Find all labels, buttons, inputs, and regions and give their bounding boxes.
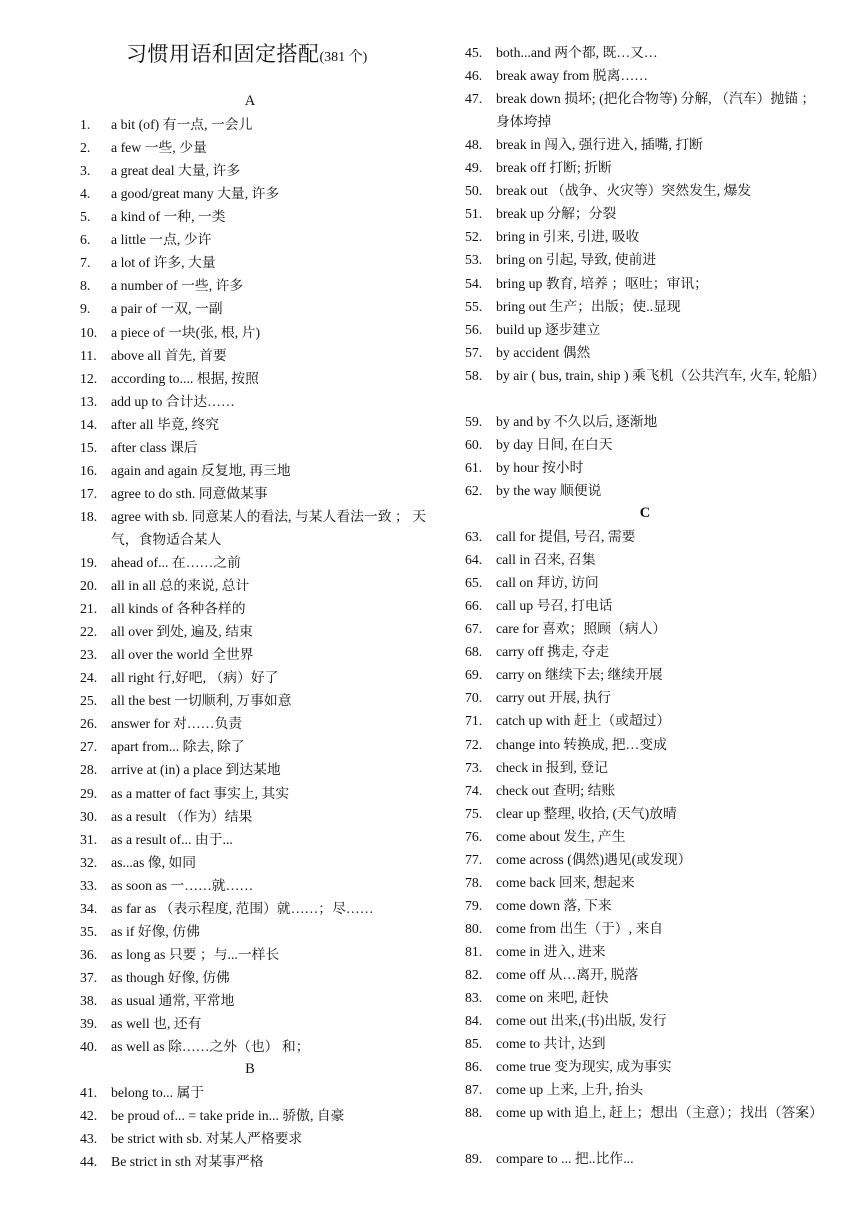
item-number: 29. bbox=[80, 785, 98, 801]
item-text: arrive at (in) a place 到达某地 bbox=[111, 762, 281, 778]
item-text: a lot of 许多, 大量 bbox=[111, 255, 216, 271]
section-letter: B bbox=[245, 1061, 255, 1078]
item-text: as a result of... 由于... bbox=[111, 831, 233, 847]
item-number: 9. bbox=[80, 301, 91, 317]
item-text: after class 课后 bbox=[111, 439, 198, 455]
item-text: according to.... 根据, 按照 bbox=[111, 370, 259, 386]
item-text: by the way 顺便说 bbox=[496, 482, 602, 498]
item-text: be proud of... = take pride in... 骄傲, 自豪 bbox=[111, 1108, 345, 1124]
item-number: 40. bbox=[80, 1039, 98, 1055]
item-number: 22. bbox=[80, 624, 98, 640]
item-text: come to 共计, 达到 bbox=[496, 1036, 606, 1052]
item-number: 12. bbox=[80, 370, 98, 386]
item-number: 63. bbox=[465, 529, 483, 545]
item-text: agree to do sth. 同意做某事 bbox=[111, 485, 268, 501]
item-text: agree with sb. 同意某人的看法, 与某人看法一致 ； 天气，食物适合某人 bbox=[111, 508, 427, 547]
item-text: all over 到处, 遍及, 结束 bbox=[111, 624, 253, 640]
item-number: 4. bbox=[80, 186, 91, 202]
item-number: 87. bbox=[465, 1082, 483, 1098]
item-text: all in all 总的来说, 总计 bbox=[111, 578, 250, 594]
item-number: 18. bbox=[80, 508, 98, 524]
item-text: both...and 两个都, 既…又… bbox=[496, 45, 658, 60]
title-main: 习惯用语和固定搭配 bbox=[126, 42, 320, 66]
item-text: a piece of 一块(张, 根, 片) bbox=[111, 324, 261, 340]
item-text: call for 提倡, 号召, 需要 bbox=[496, 529, 636, 545]
item-number: 73. bbox=[465, 759, 483, 775]
item-text: carry out 开展, 执行 bbox=[496, 690, 611, 706]
item-number: 20. bbox=[80, 578, 98, 594]
item-number: 52. bbox=[465, 229, 483, 245]
item-number: 51. bbox=[465, 206, 483, 222]
item-text: by accident 偶然 bbox=[496, 344, 591, 360]
item-text: as a result （作为）结果 bbox=[111, 808, 253, 824]
item-number: 57. bbox=[465, 344, 483, 360]
item-number: 6. bbox=[80, 232, 91, 248]
item-text: add up to 合计达…… bbox=[111, 393, 235, 409]
item-number: 53. bbox=[465, 252, 483, 268]
item-text: answer for 对……负责 bbox=[111, 716, 243, 732]
item-text: come from 出生（于）, 来自 bbox=[496, 920, 664, 936]
item-number: 41. bbox=[80, 1085, 98, 1101]
item-text: bring out 生产；出版；使..显现 bbox=[496, 298, 681, 314]
item-number: 46. bbox=[465, 68, 483, 84]
item-number: 77. bbox=[465, 851, 483, 867]
item-number: 66. bbox=[465, 598, 483, 614]
item-text: a great deal 大量, 许多 bbox=[111, 163, 241, 179]
item-number: 15. bbox=[80, 439, 98, 455]
item-text: all right 行,好吧, （病）好了 bbox=[111, 670, 279, 686]
item-text: a pair of 一双, 一副 bbox=[111, 301, 223, 317]
item-number: 71. bbox=[465, 713, 483, 729]
page-title bbox=[126, 38, 367, 68]
item-number: 27. bbox=[80, 739, 98, 755]
section-letter: C bbox=[639, 505, 651, 521]
item-number: 21. bbox=[80, 601, 98, 617]
item-number: 83. bbox=[465, 990, 483, 1006]
item-number: 11. bbox=[80, 347, 97, 363]
item-number: 24. bbox=[80, 670, 98, 686]
item-text: come across (偶然)遇见(或发现） bbox=[496, 851, 692, 867]
item-number: 25. bbox=[80, 693, 98, 709]
item-text: ahead of... 在……之前 bbox=[111, 555, 241, 570]
item-number: 44. bbox=[80, 1154, 98, 1170]
item-text: break up 分解；分裂 bbox=[496, 206, 617, 222]
item-text: care for 喜欢；照顾（病人） bbox=[496, 621, 667, 637]
item-number: 60. bbox=[465, 436, 483, 452]
item-text: all the best 一切顺利, 万事如意 bbox=[111, 693, 292, 709]
item-number: 45. bbox=[465, 45, 483, 60]
item-number: 72. bbox=[465, 736, 483, 752]
item-text: break away from 脱离…… bbox=[496, 68, 649, 84]
item-text: as...as 像, 如同 bbox=[111, 854, 197, 870]
item-text: after all 毕竟, 终究 bbox=[111, 416, 220, 432]
item-number: 89. bbox=[465, 1151, 483, 1167]
item-text: a few 一些, 少量 bbox=[111, 140, 207, 156]
item-text: come up with 追上, 赶上；想出（主意）；找出（答案） bbox=[496, 1105, 823, 1121]
item-text: a kind of 一种, 一类 bbox=[111, 209, 226, 225]
item-number: 50. bbox=[465, 183, 483, 199]
item-text: apart from... 除去, 除了 bbox=[111, 739, 245, 755]
item-number: 34. bbox=[80, 900, 98, 916]
item-number: 37. bbox=[80, 969, 98, 985]
item-number: 35. bbox=[80, 923, 98, 939]
item-text: break in 闯入, 强行进入, 插嘴, 打断 bbox=[496, 137, 703, 153]
item-text: compare to ... 把..比作... bbox=[496, 1151, 634, 1167]
item-text: as a matter of fact 事实上, 其实 bbox=[111, 785, 290, 801]
item-number: 2. bbox=[80, 140, 91, 156]
item-text: a number of 一些, 许多 bbox=[111, 278, 244, 294]
item-text: break off 打断; 折断 bbox=[496, 160, 612, 176]
item-text: bring on 引起, 导致, 使前进 bbox=[496, 252, 657, 268]
item-text: check out 查明; 结账 bbox=[496, 782, 616, 798]
item-number: 75. bbox=[465, 805, 483, 821]
item-text: Be strict in sth 对某事严格 bbox=[111, 1154, 264, 1170]
item-text: build up 逐步建立 bbox=[496, 321, 601, 337]
item-number: 56. bbox=[465, 321, 483, 337]
item-number: 36. bbox=[80, 946, 98, 962]
item-number: 65. bbox=[465, 575, 483, 591]
item-text: bring up 教育, 培养 ；呕吐；审讯； bbox=[496, 275, 708, 291]
item-number: 64. bbox=[465, 552, 483, 568]
item-number: 38. bbox=[80, 992, 98, 1008]
item-text: come down 落, 下来 bbox=[496, 897, 612, 913]
item-text: by and by 不久以后, 逐渐地 bbox=[496, 413, 658, 429]
item-text: again and again 反复地, 再三地 bbox=[111, 462, 291, 478]
item-text: as long as 只要 ；与...一样长 bbox=[111, 946, 280, 962]
item-number: 10. bbox=[80, 324, 98, 340]
item-text: come true 变为现实, 成为事实 bbox=[496, 1059, 672, 1075]
item-number: 16. bbox=[80, 462, 98, 478]
item-text: as soon as 一……就…… bbox=[111, 877, 254, 893]
item-text: come out 出来,(书)出版, 发行 bbox=[496, 1013, 667, 1029]
section-letter: A bbox=[244, 93, 256, 109]
item-text: come back 回来, 想起来 bbox=[496, 874, 635, 890]
item-number: 84. bbox=[465, 1013, 483, 1029]
item-number: 47. bbox=[465, 91, 483, 107]
item-number: 39. bbox=[80, 1016, 98, 1031]
item-number: 49. bbox=[465, 160, 483, 176]
item-number: 79. bbox=[465, 897, 483, 913]
item-number: 19. bbox=[80, 555, 98, 570]
item-text: bring in 引来, 引进, 吸收 bbox=[496, 229, 640, 245]
item-text: come about 发生, 产生 bbox=[496, 828, 626, 844]
item-number: 17. bbox=[80, 485, 98, 501]
item-text: a little 一点, 少许 bbox=[111, 232, 212, 248]
item-text: as usual 通常, 平常地 bbox=[111, 992, 235, 1008]
item-text: come up 上来, 上升, 抬头 bbox=[496, 1082, 644, 1098]
item-text: by air ( bus, train, ship ) 乘飞机（公共汽车, 火车, 轮船） bbox=[496, 367, 826, 383]
item-text: by day 日间, 在白天 bbox=[496, 436, 613, 452]
item-number: 86. bbox=[465, 1059, 483, 1075]
item-number: 59. bbox=[465, 413, 483, 429]
item-number: 26. bbox=[80, 716, 98, 732]
item-number: 30. bbox=[80, 808, 98, 824]
item-text: all over the world 全世界 bbox=[111, 647, 254, 663]
item-text: call on 拜访, 访问 bbox=[496, 575, 599, 591]
item-number: 7. bbox=[80, 255, 91, 271]
item-text: all kinds of 各种各样的 bbox=[111, 601, 246, 617]
item-number: 3. bbox=[80, 163, 91, 179]
item-text: as though 好像, 仿佛 bbox=[111, 969, 230, 985]
item-text: check in 报到, 登记 bbox=[496, 759, 608, 775]
item-text: be strict with sb. 对某人严格要求 bbox=[111, 1131, 303, 1147]
item-number: 81. bbox=[465, 943, 483, 959]
item-number: 58. bbox=[465, 367, 483, 383]
item-text: as well as 除……之外（也） 和； bbox=[111, 1039, 310, 1055]
item-number: 33. bbox=[80, 877, 98, 893]
item-text: come on 来吧, 赶快 bbox=[496, 990, 609, 1006]
item-text: a bit (of) 有一点, 一会儿 bbox=[111, 117, 253, 133]
item-number: 76. bbox=[465, 828, 483, 844]
item-number: 8. bbox=[80, 278, 91, 294]
item-number: 54. bbox=[465, 275, 483, 291]
item-text: by hour 按小时 bbox=[496, 459, 584, 475]
item-number: 32. bbox=[80, 854, 98, 870]
item-number: 70. bbox=[465, 690, 483, 706]
item-text: as well 也, 还有 bbox=[111, 1016, 202, 1031]
item-number: 88. bbox=[465, 1105, 483, 1121]
item-number: 68. bbox=[465, 644, 483, 660]
item-number: 74. bbox=[465, 782, 483, 798]
item-text: come in 进入, 进来 bbox=[496, 943, 606, 959]
item-number: 67. bbox=[465, 621, 483, 637]
item-number: 31. bbox=[80, 831, 98, 847]
item-text: carry on 继续下去; 继续开展 bbox=[496, 667, 663, 683]
item-text: above all 首先, 首要 bbox=[111, 347, 227, 363]
item-number: 42. bbox=[80, 1108, 98, 1124]
item-number: 61. bbox=[465, 459, 483, 475]
item-number: 78. bbox=[465, 874, 483, 890]
item-number: 55. bbox=[465, 298, 483, 314]
item-number: 69. bbox=[465, 667, 483, 683]
item-text: break down 损坏; (把化合物等) 分解, （汽车）抛锚 ； 身体垮掉 bbox=[496, 91, 816, 130]
item-text: clear up 整理, 收拾, (天气)放晴 bbox=[496, 805, 677, 821]
item-text: as if 好像, 仿佛 bbox=[111, 923, 200, 939]
item-text: carry off 携走, 夺走 bbox=[496, 644, 610, 660]
item-number: 82. bbox=[465, 967, 483, 982]
item-text: a good/great many 大量, 许多 bbox=[111, 186, 280, 202]
item-text: call up 号召, 打电话 bbox=[496, 598, 613, 614]
item-text: catch up with 赶上（或超过） bbox=[496, 713, 671, 729]
item-number: 13. bbox=[80, 393, 98, 409]
item-number: 43. bbox=[80, 1131, 98, 1147]
item-text: as far as （表示程度, 范围）就……；尽…… bbox=[111, 900, 374, 916]
item-number: 1. bbox=[80, 117, 91, 133]
item-number: 14. bbox=[80, 416, 98, 432]
item-text: belong to... 属于 bbox=[111, 1085, 205, 1101]
item-number: 80. bbox=[465, 920, 483, 936]
item-number: 23. bbox=[80, 647, 98, 663]
item-text: call in 召来, 召集 bbox=[496, 552, 596, 568]
item-number: 85. bbox=[465, 1036, 483, 1052]
title-count: (381 个) bbox=[319, 50, 368, 65]
item-number: 5. bbox=[80, 209, 91, 225]
item-number: 28. bbox=[80, 762, 98, 778]
item-text: break out （战争、火灾等）突然发生, 爆发 bbox=[496, 183, 752, 199]
item-text: change into 转换成, 把…变成 bbox=[496, 736, 667, 752]
item-number: 48. bbox=[465, 137, 483, 153]
item-number: 62. bbox=[465, 482, 483, 498]
item-text: come off 从…离开, 脱落 bbox=[496, 967, 639, 982]
